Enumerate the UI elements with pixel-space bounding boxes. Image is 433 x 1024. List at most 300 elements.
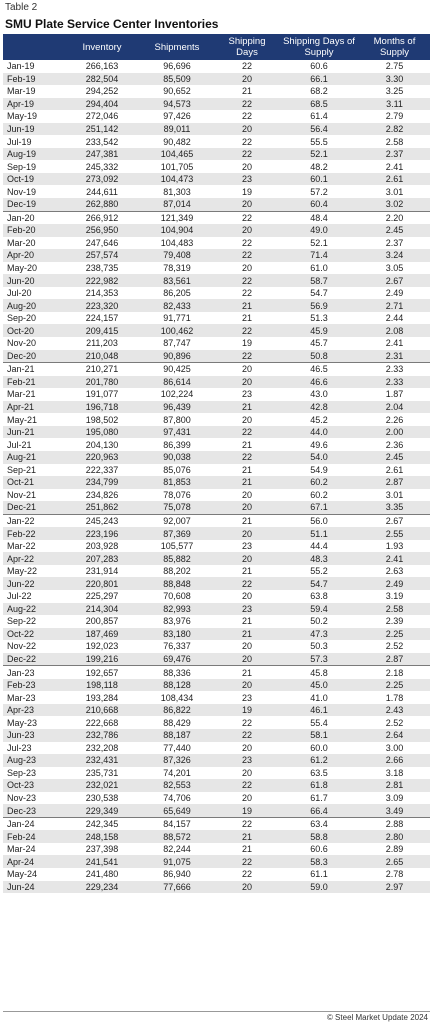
cell-shipments: 86,399 [163,439,191,450]
table-row [3,438,430,451]
cell-months-of-supply: 2.87 [359,476,430,489]
cell-inventory: 247,381 [65,148,139,161]
table-row [3,376,430,389]
table-row [3,299,430,312]
cell-inventory: 231,914 [85,566,119,577]
cell-shipping-days: 21 [241,313,252,324]
cell-shipments: 74,201 [163,767,191,778]
table-row [3,577,430,590]
header-month [3,34,65,60]
cell-days-of-supply: 42.8 [279,401,359,414]
cell-inventory: 266,912 [65,211,139,224]
cell-inventory: 245,243 [65,514,139,527]
cell-months-of-supply: 3.01 [385,489,404,500]
copyright-credit: © Steel Market Update 2024 [326,1013,428,1022]
cell-inventory: 222,982 [65,274,139,287]
cell-shipping-days: 22 [215,249,279,262]
cell-months-of-supply: 3.02 [359,198,430,211]
cell-days-of-supply: 44.0 [279,426,359,439]
cell-inventory: 207,283 [65,552,139,565]
cell-months-of-supply: 2.52 [385,641,404,652]
cell-shipments: 100,462 [139,324,215,337]
cell-days-of-supply: 71.4 [279,249,359,262]
cell-days-of-supply: 52.1 [279,148,359,161]
table-row [3,704,430,717]
table-row [3,552,430,565]
cell-shipments: 104,473 [139,173,215,186]
cell-months-of-supply: 3.25 [385,86,404,97]
cell-month: Jul-23 [7,742,32,753]
cell-days-of-supply: 41.0 [310,692,328,703]
cell-inventory: 200,857 [85,616,119,627]
cell-month: May-19 [7,111,38,122]
cell-month: Jul-22 [7,591,32,602]
cell-month: Oct-19 [3,173,65,186]
cell-months-of-supply: 2.20 [359,211,430,224]
cell-months-of-supply: 2.18 [359,666,430,679]
cell-months-of-supply: 3.05 [385,263,404,274]
cell-shipments: 88,572 [139,830,215,843]
cell-days-of-supply: 59.0 [279,881,359,894]
cell-inventory: 232,208 [85,742,119,753]
cell-shipments: 96,696 [163,61,191,72]
cell-month: Dec-23 [3,804,65,817]
table-row [3,527,430,540]
cell-days-of-supply: 46.6 [279,376,359,389]
cell-months-of-supply: 2.45 [359,224,430,237]
cell-month: Mar-20 [7,237,36,248]
cell-month: Sep-23 [7,767,37,778]
cell-shipments: 88,187 [139,729,215,742]
cell-month: Apr-24 [3,855,65,868]
cell-shipments: 88,128 [139,679,215,692]
header-inventory: Inventory [65,34,139,60]
cell-shipments: 88,336 [139,666,215,679]
cell-shipments: 88,429 [163,717,191,728]
cell-inventory: 234,799 [65,476,139,489]
cell-shipping-days: 22 [241,111,252,122]
cell-shipments: 92,007 [139,514,215,527]
header-shipments: Shipments [139,34,215,60]
cell-months-of-supply: 1.78 [385,692,404,703]
cell-shipping-days: 23 [215,173,279,186]
cell-months-of-supply: 2.49 [359,577,430,590]
cell-shipments: 83,561 [139,274,215,287]
cell-shipping-days: 19 [215,704,279,717]
inventory-table [3,34,430,893]
cell-shipping-days: 22 [215,324,279,337]
cell-months-of-supply: 2.36 [385,439,404,450]
cell-months-of-supply: 2.61 [385,464,404,475]
cell-inventory: 224,157 [85,313,119,324]
cell-shipments: 90,652 [163,86,191,97]
cell-shipments: 77,666 [139,881,215,894]
cell-shipments: 104,483 [160,237,194,248]
cell-months-of-supply: 2.82 [359,123,430,136]
table-row [3,211,430,224]
table-row [3,287,430,300]
table-row [3,388,430,401]
cell-month: Feb-20 [3,224,65,237]
cell-months-of-supply: 2.25 [359,679,430,692]
header-shipping-days-of-supply: Shipping Days of Supply [279,34,359,60]
cell-days-of-supply: 47.3 [279,628,359,641]
cell-days-of-supply: 60.2 [310,489,328,500]
cell-shipments: 86,205 [163,288,191,299]
cell-shipping-days: 22 [241,136,252,147]
cell-days-of-supply: 54.7 [310,288,328,299]
table-row [3,767,430,780]
cell-month: Aug-21 [3,451,65,464]
cell-shipping-days: 21 [215,476,279,489]
table-row [3,274,430,287]
cell-shipments: 82,244 [163,844,191,855]
cell-month: Sep-20 [7,313,37,324]
cell-months-of-supply: 2.25 [359,628,430,641]
cell-shipping-days: 22 [215,779,279,792]
cell-inventory: 272,046 [85,111,119,122]
cell-month: May-20 [7,263,38,274]
table-row [3,135,430,148]
cell-shipping-days: 22 [215,729,279,742]
cell-shipping-days: 22 [241,237,252,248]
cell-inventory: 199,216 [65,653,139,666]
cell-shipping-days: 22 [215,148,279,161]
table-row [3,198,430,211]
cell-month: Sep-19 [7,161,37,172]
cell-days-of-supply: 61.7 [310,792,328,803]
cell-months-of-supply: 3.30 [359,73,430,86]
cell-inventory: 232,786 [65,729,139,742]
cell-months-of-supply: 3.49 [359,804,430,817]
cell-months-of-supply: 3.24 [359,249,430,262]
cell-inventory: 248,158 [65,830,139,843]
cell-shipments: 91,075 [139,855,215,868]
table-row [3,60,430,73]
footer-divider [3,1011,430,1012]
cell-months-of-supply: 2.37 [385,237,404,248]
cell-months-of-supply: 2.52 [385,717,404,728]
cell-inventory: 235,731 [85,767,119,778]
cell-shipping-days: 20 [215,376,279,389]
cell-days-of-supply: 57.3 [279,653,359,666]
cell-shipping-days: 23 [215,603,279,616]
table-row [3,148,430,161]
cell-shipping-days: 20 [215,552,279,565]
cell-months-of-supply: 2.31 [359,350,430,363]
cell-month: Nov-23 [7,792,37,803]
table-row [3,666,430,679]
cell-shipping-days: 21 [241,464,252,475]
cell-days-of-supply: 54.7 [279,577,359,590]
cell-month: Jul-19 [7,136,32,147]
cell-shipping-days: 20 [215,123,279,136]
cell-shipments: 78,319 [163,263,191,274]
cell-shipping-days: 22 [215,350,279,363]
cell-shipments: 97,431 [139,426,215,439]
cell-days-of-supply: 54.0 [279,451,359,464]
cell-months-of-supply: 2.41 [385,338,404,349]
cell-days-of-supply: 45.8 [279,666,359,679]
cell-shipping-days: 20 [241,641,252,652]
cell-shipping-days: 21 [241,844,252,855]
table-row [3,779,430,792]
cell-shipping-days: 22 [215,577,279,590]
cell-shipments: 105,577 [160,541,194,552]
cell-months-of-supply: 2.61 [359,173,430,186]
cell-month: Mar-19 [7,86,36,97]
cell-months-of-supply: 2.58 [385,136,404,147]
table-row [3,350,430,363]
table-row [3,363,430,376]
cell-shipping-days: 21 [215,666,279,679]
cell-month: Apr-20 [3,249,65,262]
cell-days-of-supply: 55.4 [310,717,328,728]
cell-month: May-22 [7,566,38,577]
table-row [3,73,430,86]
cell-months-of-supply: 2.67 [359,274,430,287]
cell-month: Jan-21 [3,363,65,376]
cell-month: Aug-19 [3,148,65,161]
cell-month: Apr-22 [3,552,65,565]
table-row [3,185,430,198]
cell-inventory: 203,928 [85,541,119,552]
table-row [3,830,430,843]
cell-months-of-supply: 2.39 [385,616,404,627]
cell-shipping-days: 21 [241,566,252,577]
table-row [3,514,430,527]
cell-shipments: 88,202 [163,566,191,577]
cell-months-of-supply: 2.87 [359,653,430,666]
cell-shipments: 81,853 [139,476,215,489]
cell-months-of-supply: 2.00 [359,426,430,439]
cell-shipments: 87,014 [139,198,215,211]
cell-month: Dec-20 [3,350,65,363]
cell-inventory: 232,021 [65,779,139,792]
cell-shipping-days: 21 [215,628,279,641]
cell-inventory: 247,646 [85,237,119,248]
table-row [3,843,430,856]
cell-shipments: 82,433 [139,299,215,312]
cell-month: Oct-20 [3,324,65,337]
table-row [3,817,430,830]
cell-days-of-supply: 46.5 [279,363,359,376]
cell-inventory: 233,542 [85,136,119,147]
table-row [3,224,430,237]
cell-months-of-supply: 2.43 [359,704,430,717]
cell-shipping-days: 20 [215,653,279,666]
cell-shipping-days: 20 [241,767,252,778]
cell-months-of-supply: 2.08 [359,324,430,337]
table-row [3,653,430,666]
cell-shipments: 85,882 [139,552,215,565]
cell-shipments: 74,706 [163,792,191,803]
cell-inventory: 214,353 [85,288,119,299]
cell-inventory: 223,196 [65,527,139,540]
cell-days-of-supply: 61.2 [279,754,359,767]
cell-shipments: 91,771 [163,313,191,324]
cell-shipments: 85,509 [139,73,215,86]
cell-shipping-days: 20 [241,489,252,500]
cell-month: Apr-19 [3,98,65,111]
cell-days-of-supply: 68.5 [279,98,359,111]
cell-days-of-supply: 60.0 [310,742,328,753]
cell-months-of-supply: 2.78 [385,869,404,880]
table-row [3,324,430,337]
cell-shipping-days: 22 [241,717,252,728]
cell-shipments: 86,940 [163,869,191,880]
cell-month: Mar-21 [7,389,36,400]
cell-days-of-supply: 50.2 [310,616,328,627]
cell-month: Aug-20 [3,299,65,312]
cell-month: Oct-23 [3,779,65,792]
cell-month: Aug-22 [3,603,65,616]
cell-shipping-days: 20 [241,161,252,172]
cell-shipments: 88,848 [139,577,215,590]
cell-days-of-supply: 51.3 [310,313,328,324]
cell-months-of-supply: 2.75 [385,61,404,72]
cell-shipping-days: 19 [241,186,252,197]
cell-shipments: 90,038 [139,451,215,464]
cell-shipments: 102,224 [160,389,194,400]
cell-inventory: 210,271 [65,363,139,376]
table-row [3,110,430,123]
cell-months-of-supply: 2.97 [359,881,430,894]
cell-month: Nov-21 [7,489,37,500]
table-row [3,464,430,477]
cell-month: Feb-23 [3,679,65,692]
cell-days-of-supply: 45.0 [279,679,359,692]
cell-month: Jan-24 [3,817,65,830]
cell-month: Jun-24 [3,881,65,894]
cell-months-of-supply: 2.65 [359,855,430,868]
cell-inventory: 230,538 [85,792,119,803]
table-row [3,792,430,805]
cell-shipments: 90,425 [139,363,215,376]
cell-month: Apr-23 [3,704,65,717]
cell-inventory: 244,611 [86,186,118,197]
cell-months-of-supply: 3.00 [385,742,404,753]
cell-inventory: 201,780 [65,376,139,389]
cell-months-of-supply: 2.41 [359,552,430,565]
cell-month: Jun-23 [3,729,65,742]
cell-inventory: 266,163 [85,61,119,72]
cell-month: Sep-22 [7,616,37,627]
cell-inventory: 256,950 [65,224,139,237]
cell-shipments: 70,608 [163,591,191,602]
cell-shipping-days: 20 [215,501,279,514]
cell-shipments: 81,303 [163,186,191,197]
cell-inventory: 242,345 [65,817,139,830]
cell-days-of-supply: 56.4 [279,123,359,136]
cell-days-of-supply: 48.2 [310,161,328,172]
cell-inventory: 210,668 [65,704,139,717]
cell-days-of-supply: 63.8 [310,591,328,602]
cell-shipping-days: 20 [215,198,279,211]
cell-inventory: 196,718 [65,401,139,414]
cell-shipments: 87,747 [163,338,191,349]
header-row [3,34,430,60]
table-row [3,249,430,262]
cell-month: Mar-23 [7,692,36,703]
cell-days-of-supply: 51.1 [279,527,359,540]
cell-month: May-21 [7,414,38,425]
cell-months-of-supply: 2.33 [359,376,430,389]
cell-months-of-supply: 2.89 [385,844,404,855]
cell-shipping-days: 21 [241,616,252,627]
cell-shipping-days: 20 [215,224,279,237]
cell-days-of-supply: 61.1 [310,869,328,880]
table-row [3,679,430,692]
cell-inventory: 241,480 [85,869,119,880]
cell-inventory: 225,297 [85,591,119,602]
cell-shipments: 104,904 [139,224,215,237]
cell-days-of-supply: 55.2 [310,566,328,577]
cell-shipping-days: 22 [215,274,279,287]
table-row [3,628,430,641]
cell-shipments: 77,440 [163,742,191,753]
cell-shipping-days: 20 [241,591,252,602]
cell-inventory: 198,502 [85,414,119,425]
cell-days-of-supply: 45.2 [310,414,328,425]
cell-days-of-supply: 48.3 [279,552,359,565]
cell-inventory: 273,092 [65,173,139,186]
table-row [3,489,430,502]
cell-months-of-supply: 2.63 [385,566,404,577]
cell-shipments: 76,337 [163,641,191,652]
cell-months-of-supply: 2.04 [359,401,430,414]
cell-month: Jan-19 [7,61,35,72]
cell-month: Oct-22 [3,628,65,641]
table-row [3,590,430,603]
cell-shipping-days: 21 [241,439,252,450]
cell-inventory: 222,337 [85,464,119,475]
cell-month: Jun-22 [3,577,65,590]
cell-shipments: 75,078 [139,501,215,514]
cell-inventory: 204,130 [85,439,119,450]
table-row [3,565,430,578]
cell-days-of-supply: 48.4 [279,211,359,224]
cell-months-of-supply: 2.81 [359,779,430,792]
cell-inventory: 210,048 [65,350,139,363]
cell-days-of-supply: 66.4 [279,804,359,817]
table-row [3,476,430,489]
cell-inventory: 209,415 [65,324,139,337]
cell-shipping-days: 22 [241,869,252,880]
cell-shipments: 108,434 [160,692,194,703]
cell-months-of-supply: 2.26 [385,414,404,425]
cell-inventory: 220,963 [65,451,139,464]
table-row [3,426,430,439]
cell-days-of-supply: 50.3 [310,641,328,652]
cell-inventory: 192,657 [65,666,139,679]
cell-shipping-days: 23 [215,754,279,767]
table-row [3,237,430,250]
table-row [3,855,430,868]
cell-days-of-supply: 52.1 [310,237,328,248]
cell-month: Apr-21 [3,401,65,414]
cell-days-of-supply: 67.1 [279,501,359,514]
table-row [3,881,430,894]
cell-months-of-supply: 3.01 [385,186,404,197]
cell-inventory: 222,668 [85,717,119,728]
cell-days-of-supply: 50.8 [279,350,359,363]
table-row [3,160,430,173]
cell-months-of-supply: 2.44 [385,313,404,324]
table-row [3,262,430,275]
table-row [3,603,430,616]
cell-days-of-supply: 55.5 [310,136,328,147]
